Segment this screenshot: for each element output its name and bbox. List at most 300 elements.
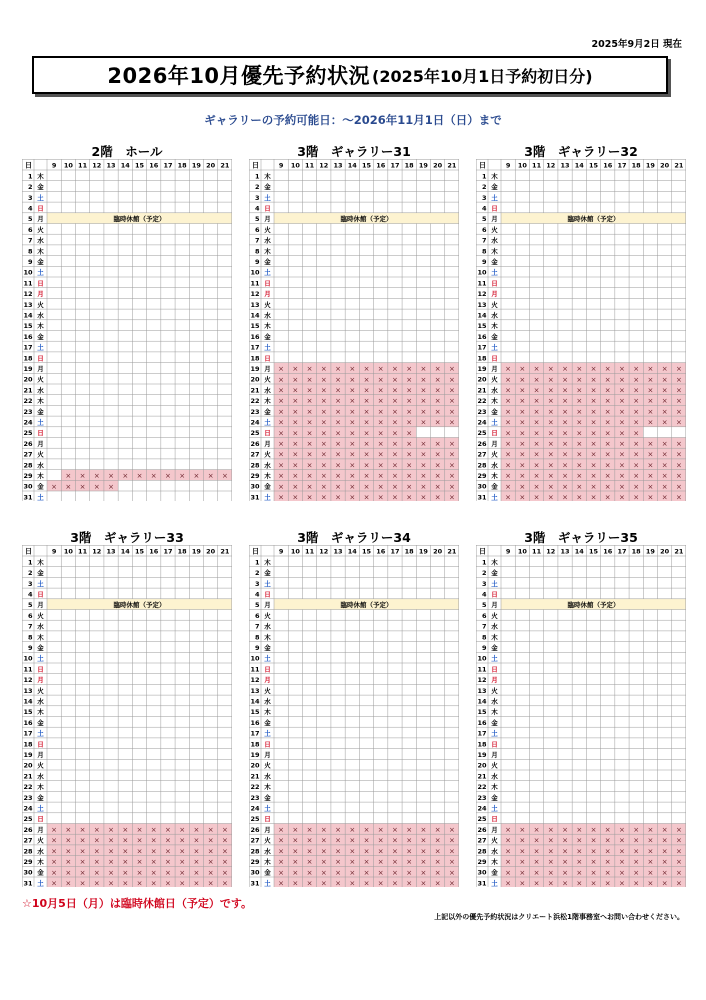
booked-mark: × bbox=[392, 418, 398, 427]
weekday-label: 日 bbox=[491, 665, 498, 674]
booked-mark: × bbox=[675, 386, 682, 395]
weekday-label: 土 bbox=[264, 804, 271, 813]
booked-mark: × bbox=[193, 826, 200, 834]
booked-mark: × bbox=[505, 418, 512, 427]
booked-mark: × bbox=[377, 482, 384, 491]
booked-mark: × bbox=[179, 868, 186, 877]
booked-mark: × bbox=[547, 418, 554, 427]
booked-mark: × bbox=[661, 375, 668, 384]
booked-mark: × bbox=[633, 461, 640, 470]
day-number: 4 bbox=[481, 590, 487, 599]
booked-mark: × bbox=[65, 858, 72, 867]
weekday-label: 土 bbox=[37, 418, 44, 427]
weekday-label: 木 bbox=[264, 558, 271, 567]
day-number: 12 bbox=[250, 676, 260, 685]
booked-mark: × bbox=[392, 461, 398, 470]
day-number: 24 bbox=[250, 804, 260, 813]
booked-mark: × bbox=[448, 386, 455, 395]
weekday-label: 水 bbox=[37, 236, 44, 245]
booked-mark: × bbox=[420, 836, 427, 845]
booked-mark: × bbox=[349, 868, 356, 877]
booked-mark: × bbox=[406, 472, 413, 481]
booked-mark: × bbox=[93, 836, 100, 845]
calendar-title: 3階 ギャラリー33 bbox=[70, 530, 184, 545]
weekday-label: 火 bbox=[491, 836, 498, 845]
booked-mark: × bbox=[349, 429, 356, 438]
day-number: 17 bbox=[250, 729, 260, 738]
booked-mark: × bbox=[207, 836, 214, 845]
booked-mark: × bbox=[306, 493, 313, 501]
booked-mark: × bbox=[633, 397, 640, 406]
booked-mark: × bbox=[349, 836, 356, 845]
weekday-label: 木 bbox=[491, 633, 498, 642]
booked-mark: × bbox=[79, 847, 86, 856]
day-number: 26 bbox=[23, 825, 33, 834]
weekday-label: 木 bbox=[491, 858, 498, 866]
hour-header: 13 bbox=[333, 547, 343, 556]
day-number: 10 bbox=[477, 654, 487, 663]
booked-mark: × bbox=[306, 429, 313, 438]
booked-mark: × bbox=[306, 365, 313, 374]
booked-mark: × bbox=[65, 879, 72, 887]
booked-mark: × bbox=[519, 879, 526, 887]
booked-mark: × bbox=[392, 858, 398, 867]
hour-header: 12 bbox=[92, 547, 102, 556]
booked-mark: × bbox=[647, 375, 654, 384]
weekday-label: 金 bbox=[491, 644, 498, 652]
booked-mark: × bbox=[604, 826, 611, 834]
booked-mark: × bbox=[661, 879, 668, 887]
booked-mark: × bbox=[434, 450, 441, 459]
hour-header: 18 bbox=[631, 547, 641, 556]
day-number: 1 bbox=[27, 558, 33, 567]
day-number: 6 bbox=[481, 611, 487, 620]
hour-header: 10 bbox=[517, 547, 527, 556]
hour-header: 20 bbox=[433, 547, 443, 556]
day-number: 10 bbox=[477, 268, 487, 277]
booked-mark: × bbox=[335, 826, 341, 834]
day-number: 21 bbox=[23, 772, 33, 781]
weekday-label: 日 bbox=[37, 665, 44, 674]
booked-mark: × bbox=[434, 879, 441, 887]
weekday-label: 水 bbox=[491, 847, 498, 856]
weekday-label: 木 bbox=[491, 472, 498, 480]
weekday-label: 月 bbox=[491, 365, 498, 373]
booked-mark: × bbox=[406, 450, 413, 459]
day-number: 14 bbox=[477, 697, 487, 706]
hour-header: 14 bbox=[574, 161, 584, 170]
hour-header: 17 bbox=[163, 547, 173, 556]
booked-mark: × bbox=[675, 407, 682, 416]
hour-header: 16 bbox=[603, 161, 613, 170]
booked-mark: × bbox=[619, 407, 625, 416]
weekday-label: 金 bbox=[491, 482, 498, 491]
booked-mark: × bbox=[448, 472, 455, 481]
page-title: 2026年10月優先予約状況 bbox=[107, 64, 371, 88]
booked-mark: × bbox=[150, 868, 157, 877]
hour-header: 11 bbox=[305, 547, 315, 556]
booked-mark: × bbox=[392, 847, 398, 856]
weekday-label: 土 bbox=[264, 579, 271, 588]
booked-mark: × bbox=[278, 375, 285, 384]
booked-mark: × bbox=[221, 826, 228, 834]
booked-mark: × bbox=[207, 868, 214, 877]
booked-mark: × bbox=[51, 858, 58, 867]
weekday-label: 火 bbox=[491, 761, 498, 770]
booked-mark: × bbox=[320, 482, 327, 491]
hour-header: 19 bbox=[645, 547, 655, 556]
booked-mark: × bbox=[448, 493, 455, 501]
day-number: 13 bbox=[23, 300, 33, 309]
hour-header: 11 bbox=[532, 161, 542, 170]
hour-header: 20 bbox=[206, 547, 216, 556]
weekday-label: 月 bbox=[264, 751, 271, 759]
hour-header: 14 bbox=[574, 547, 584, 556]
booked-mark: × bbox=[619, 450, 625, 459]
booked-mark: × bbox=[434, 493, 441, 501]
booked-mark: × bbox=[633, 826, 640, 834]
day-number: 23 bbox=[250, 407, 260, 416]
day-number: 10 bbox=[250, 654, 260, 663]
day-number: 14 bbox=[250, 311, 260, 320]
hour-header: 15 bbox=[361, 547, 372, 556]
booked-mark: × bbox=[562, 407, 568, 416]
booked-mark: × bbox=[65, 836, 72, 845]
booked-mark: × bbox=[65, 482, 72, 491]
weekday-label: 土 bbox=[37, 493, 44, 501]
booked-mark: × bbox=[349, 461, 356, 470]
weekday-label: 日 bbox=[264, 590, 271, 599]
day-number: 26 bbox=[477, 439, 487, 448]
booked-mark: × bbox=[562, 418, 568, 427]
day-number: 8 bbox=[27, 633, 33, 642]
day-number: 7 bbox=[27, 622, 33, 631]
hour-header: 13 bbox=[560, 547, 570, 556]
day-number: 25 bbox=[23, 429, 33, 438]
booked-mark: × bbox=[604, 847, 611, 856]
day-number: 16 bbox=[477, 332, 487, 341]
booked-mark: × bbox=[165, 868, 171, 877]
day-number: 14 bbox=[23, 311, 33, 320]
day-number: 9 bbox=[481, 644, 487, 652]
closed-label: 臨時休館（予定） bbox=[113, 215, 166, 224]
day-number: 14 bbox=[477, 311, 487, 320]
booked-mark: × bbox=[420, 472, 427, 481]
booked-mark: × bbox=[406, 826, 413, 834]
booked-mark: × bbox=[647, 879, 654, 887]
closed-label: 臨時休館（予定） bbox=[567, 601, 620, 610]
weekday-label: 土 bbox=[491, 654, 498, 663]
booked-mark: × bbox=[292, 493, 299, 501]
booked-mark: × bbox=[448, 397, 455, 406]
booked-mark: × bbox=[675, 472, 682, 481]
booked-mark: × bbox=[562, 375, 568, 384]
page-title-sub: (2025年10月1日予約初日分) bbox=[372, 66, 593, 86]
booked-mark: × bbox=[306, 847, 313, 856]
weekday-label: 月 bbox=[37, 215, 44, 224]
day-number: 9 bbox=[27, 644, 33, 652]
booked-mark: × bbox=[278, 868, 285, 877]
day-number: 29 bbox=[23, 858, 33, 866]
day-number: 17 bbox=[23, 729, 33, 738]
hour-header: 16 bbox=[149, 547, 159, 556]
booked-mark: × bbox=[165, 472, 171, 481]
hour-header: 19 bbox=[418, 547, 428, 556]
booked-mark: × bbox=[165, 879, 171, 887]
day-number: 14 bbox=[23, 697, 33, 706]
booked-mark: × bbox=[51, 879, 58, 887]
hour-header: 10 bbox=[290, 547, 300, 556]
closed-label: 臨時休館（予定） bbox=[113, 601, 166, 610]
booked-mark: × bbox=[647, 836, 654, 845]
day-number: 26 bbox=[23, 439, 33, 448]
booked-mark: × bbox=[377, 836, 384, 845]
weekday-label: 土 bbox=[37, 654, 44, 663]
booked-mark: × bbox=[193, 472, 200, 481]
weekday-label: 日 bbox=[491, 590, 498, 599]
day-number: 20 bbox=[250, 375, 260, 384]
booked-mark: × bbox=[547, 482, 554, 491]
booked-mark: × bbox=[320, 461, 327, 470]
day-number: 29 bbox=[23, 472, 33, 480]
weekday-label: 日 bbox=[491, 815, 498, 824]
booked-mark: × bbox=[519, 397, 526, 406]
booked-mark: × bbox=[576, 836, 583, 845]
booked-mark: × bbox=[406, 440, 413, 448]
booked-mark: × bbox=[150, 826, 157, 834]
booked-mark: × bbox=[547, 375, 554, 384]
day-number: 25 bbox=[477, 815, 487, 824]
booked-mark: × bbox=[604, 858, 611, 867]
day-number: 18 bbox=[477, 354, 487, 363]
booked-mark: × bbox=[519, 461, 526, 470]
weekday-label: 土 bbox=[37, 879, 44, 887]
booked-mark: × bbox=[576, 429, 583, 438]
hour-header: 14 bbox=[347, 161, 357, 170]
booked-mark: × bbox=[420, 461, 427, 470]
hour-header: 10 bbox=[290, 161, 300, 170]
booked-mark: × bbox=[547, 450, 554, 459]
day-number: 31 bbox=[250, 879, 260, 887]
weekday-label: 木 bbox=[491, 247, 498, 256]
day-column-header: 日 bbox=[252, 161, 259, 170]
weekday-label: 月 bbox=[264, 601, 271, 610]
booked-mark: × bbox=[533, 461, 540, 470]
day-number: 23 bbox=[23, 793, 33, 802]
weekday-label: 木 bbox=[37, 397, 44, 406]
booked-mark: × bbox=[505, 461, 512, 470]
booked-mark: × bbox=[448, 858, 455, 867]
contact-note: 上記以外の優先予約状況はクリエート浜松1階事務室へお問い合わせください。 bbox=[434, 913, 684, 921]
booked-mark: × bbox=[576, 858, 583, 867]
booked-mark: × bbox=[576, 826, 583, 834]
day-number: 11 bbox=[477, 665, 487, 674]
booked-mark: × bbox=[448, 407, 455, 416]
hour-header: 15 bbox=[134, 161, 145, 170]
booked-mark: × bbox=[207, 847, 214, 856]
booked-mark: × bbox=[434, 397, 441, 406]
booked-mark: × bbox=[377, 375, 384, 384]
booked-mark: × bbox=[335, 461, 341, 470]
day-number: 19 bbox=[250, 751, 260, 759]
booked-mark: × bbox=[633, 386, 640, 395]
day-number: 31 bbox=[23, 493, 33, 501]
day-number: 5 bbox=[481, 215, 487, 224]
day-number: 17 bbox=[477, 729, 487, 738]
booked-mark: × bbox=[619, 493, 625, 501]
hour-header: 20 bbox=[206, 161, 216, 170]
booked-mark: × bbox=[675, 868, 682, 877]
hour-header: 15 bbox=[361, 161, 372, 170]
booked-mark: × bbox=[619, 418, 625, 427]
booked-mark: × bbox=[505, 868, 512, 877]
weekday-label: 木 bbox=[37, 322, 44, 331]
booked-mark: × bbox=[108, 847, 114, 856]
day-number: 3 bbox=[481, 193, 487, 202]
booked-mark: × bbox=[150, 879, 157, 887]
booked-mark: × bbox=[562, 461, 568, 470]
booked-mark: × bbox=[547, 868, 554, 877]
booked-mark: × bbox=[377, 397, 384, 406]
booked-mark: × bbox=[79, 826, 86, 834]
hour-header: 14 bbox=[120, 547, 130, 556]
booked-mark: × bbox=[335, 879, 341, 887]
day-number: 27 bbox=[23, 450, 33, 459]
booked-mark: × bbox=[590, 461, 597, 470]
booked-mark: × bbox=[221, 879, 228, 887]
booked-mark: × bbox=[377, 879, 384, 887]
booked-mark: × bbox=[619, 472, 625, 481]
calendar-grid bbox=[22, 159, 232, 501]
day-number: 25 bbox=[250, 815, 260, 824]
booked-mark: × bbox=[406, 407, 413, 416]
day-number: 15 bbox=[477, 708, 487, 717]
day-number: 19 bbox=[477, 751, 487, 759]
booked-mark: × bbox=[406, 879, 413, 887]
weekday-label: 金 bbox=[37, 868, 44, 877]
day-number: 21 bbox=[250, 386, 260, 395]
weekday-label: 水 bbox=[491, 386, 498, 395]
hour-header: 19 bbox=[645, 161, 655, 170]
day-number: 22 bbox=[477, 783, 487, 792]
booked-mark: × bbox=[320, 429, 327, 438]
day-number: 9 bbox=[254, 258, 260, 266]
booked-mark: × bbox=[519, 868, 526, 877]
day-number: 16 bbox=[23, 332, 33, 341]
booked-mark: × bbox=[122, 868, 129, 877]
booked-mark: × bbox=[320, 440, 327, 448]
weekday-label: 火 bbox=[37, 836, 44, 845]
hour-header: 13 bbox=[106, 547, 116, 556]
hour-header: 20 bbox=[433, 161, 443, 170]
booked-mark: × bbox=[165, 858, 171, 867]
booked-mark: × bbox=[320, 836, 327, 845]
weekday-label: 火 bbox=[491, 300, 498, 309]
weekday-label: 日 bbox=[491, 204, 498, 213]
booked-mark: × bbox=[193, 847, 200, 856]
booked-mark: × bbox=[604, 375, 611, 384]
weekday-label: 金 bbox=[264, 407, 271, 416]
booked-mark: × bbox=[221, 858, 228, 867]
booked-mark: × bbox=[533, 440, 540, 448]
day-number: 19 bbox=[23, 365, 33, 373]
booked-mark: × bbox=[448, 826, 455, 834]
weekday-label: 金 bbox=[37, 407, 44, 416]
booked-mark: × bbox=[122, 826, 129, 834]
booked-mark: × bbox=[562, 826, 568, 834]
weekday-label: 水 bbox=[264, 622, 271, 631]
booked-mark: × bbox=[576, 407, 583, 416]
day-number: 27 bbox=[23, 836, 33, 845]
hour-header: 16 bbox=[376, 547, 386, 556]
weekday-label: 火 bbox=[491, 225, 498, 234]
booked-mark: × bbox=[51, 482, 58, 491]
booked-mark: × bbox=[604, 397, 611, 406]
weekday-label: 水 bbox=[264, 236, 271, 245]
booked-mark: × bbox=[633, 407, 640, 416]
booked-mark: × bbox=[349, 858, 356, 867]
day-number: 22 bbox=[250, 397, 260, 406]
weekday-label: 日 bbox=[264, 740, 271, 749]
booked-mark: × bbox=[633, 879, 640, 887]
day-number: 28 bbox=[23, 847, 33, 856]
booked-mark: × bbox=[647, 461, 654, 470]
booked-mark: × bbox=[604, 472, 611, 481]
booked-mark: × bbox=[363, 397, 370, 406]
booked-mark: × bbox=[292, 375, 299, 384]
weekday-label: 木 bbox=[37, 783, 44, 792]
booked-mark: × bbox=[562, 879, 568, 887]
weekday-label: 月 bbox=[491, 601, 498, 610]
booked-mark: × bbox=[363, 429, 370, 438]
weekday-label: 日 bbox=[37, 429, 44, 438]
day-number: 31 bbox=[23, 879, 33, 887]
booked-mark: × bbox=[590, 365, 597, 374]
booked-mark: × bbox=[533, 482, 540, 491]
booked-mark: × bbox=[420, 826, 427, 834]
weekday-label: 日 bbox=[491, 279, 498, 288]
weekday-label: 水 bbox=[491, 311, 498, 320]
booked-mark: × bbox=[661, 858, 668, 867]
day-number: 4 bbox=[254, 590, 260, 599]
booked-mark: × bbox=[335, 450, 341, 459]
day-number: 30 bbox=[23, 482, 33, 491]
booked-mark: × bbox=[505, 847, 512, 856]
booked-mark: × bbox=[519, 858, 526, 867]
booked-mark: × bbox=[448, 847, 455, 856]
day-number: 30 bbox=[23, 868, 33, 877]
booked-mark: × bbox=[51, 826, 58, 834]
booked-mark: × bbox=[292, 847, 299, 856]
day-number: 18 bbox=[477, 740, 487, 749]
booked-mark: × bbox=[221, 472, 228, 481]
day-number: 13 bbox=[477, 300, 487, 309]
day-number: 6 bbox=[27, 611, 33, 620]
day-number: 10 bbox=[250, 268, 260, 277]
booked-mark: × bbox=[661, 493, 668, 501]
booked-mark: × bbox=[335, 847, 341, 856]
weekday-label: 土 bbox=[491, 729, 498, 738]
booked-mark: × bbox=[165, 836, 171, 845]
day-number: 5 bbox=[27, 215, 33, 224]
hour-header: 16 bbox=[149, 161, 159, 170]
weekday-label: 火 bbox=[264, 375, 271, 384]
booked-mark: × bbox=[505, 493, 512, 501]
booked-mark: × bbox=[590, 450, 597, 459]
day-number: 5 bbox=[481, 601, 487, 610]
booked-mark: × bbox=[647, 440, 654, 448]
day-number: 4 bbox=[27, 590, 33, 599]
